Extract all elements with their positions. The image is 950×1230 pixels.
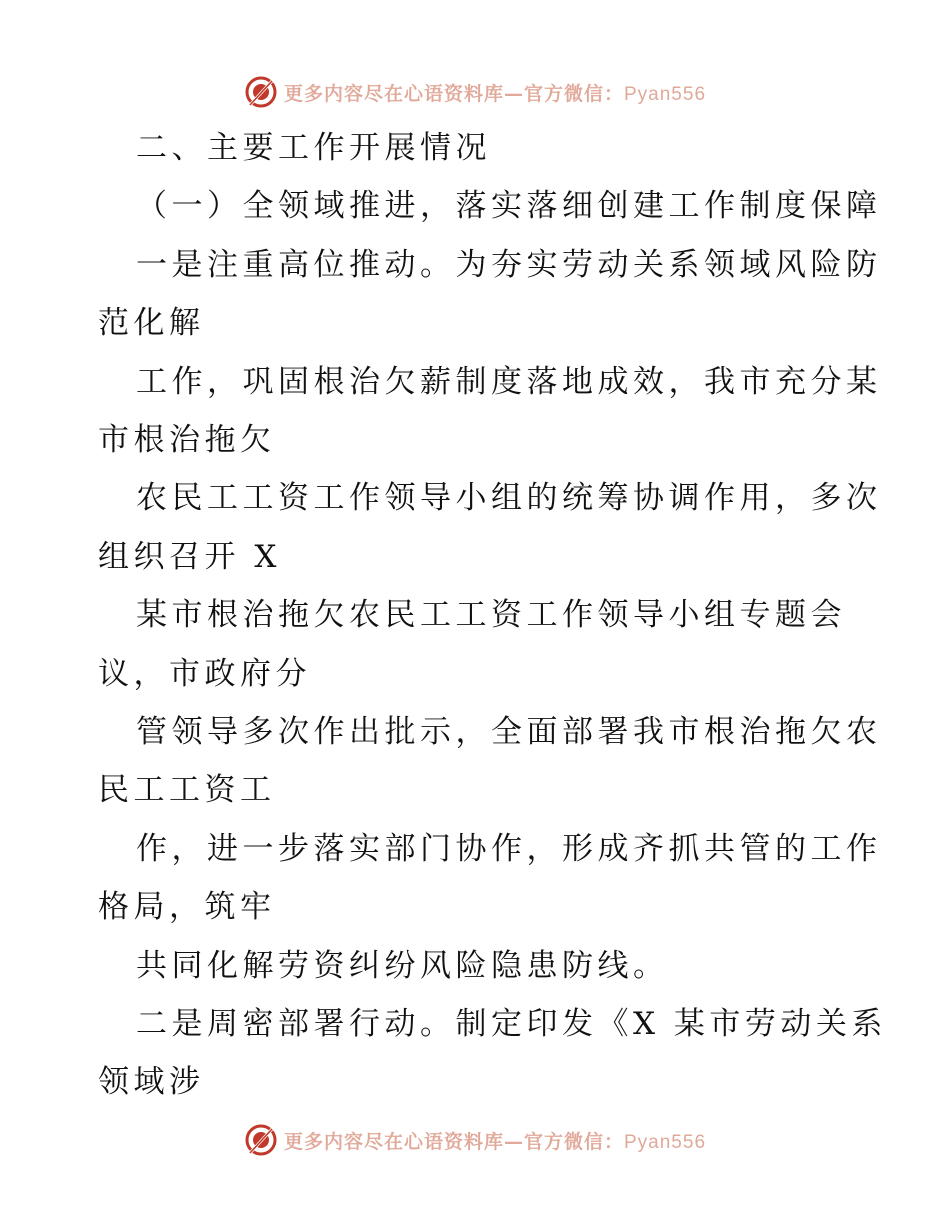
paragraph-line: 某市根治拖欠农民工工资工作领导小组专题会 [136, 597, 846, 633]
paragraph-line: 农民工工资工作领导小组的统筹协调作用，多次 [136, 480, 882, 516]
paragraph-line: 范化解 [98, 305, 205, 341]
paragraph-line: 组织召开 X [98, 539, 281, 575]
paragraph-line: 一是注重高位推动。为夯实劳动关系领域风险防 [136, 247, 882, 283]
subsection-heading: （一）全领域推进，落实落细创建工作制度保障 [136, 188, 882, 224]
watermark-text: 更多内容尽在心语资料库—官方微信：Pyan556 [283, 82, 707, 105]
header-watermark [0, 72, 950, 112]
watermark-logo-icon [244, 75, 278, 109]
paragraph-line: 共同化解劳资纠纷风险隐患防线。 [136, 948, 669, 984]
section-heading: 二、主要工作开展情况 [136, 130, 491, 166]
watermark-text: 更多内容尽在心语资料库—官方微信：Pyan556 [283, 1130, 707, 1153]
paragraph-line: 议，市政府分 [98, 656, 311, 692]
paragraph-line: 格局，筑牢 [98, 889, 276, 925]
paragraph-line: 工作，巩固根治欠薪制度落地成效，我市充分某 [136, 364, 882, 400]
paragraph-line: 领域涉 [98, 1064, 205, 1100]
paragraph-line: 民工工资工 [98, 772, 276, 808]
watermark-logo-icon [244, 1123, 278, 1157]
paragraph-line: 管领导多次作出批示，全面部署我市根治拖欠农 [136, 714, 882, 750]
paragraph-line: 市根治拖欠 [98, 422, 276, 458]
paragraph-line: 二是周密部署行动。制定印发《X 某市劳动关系 [136, 1006, 887, 1042]
footer-watermark [0, 1120, 950, 1160]
paragraph-line: 作，进一步落实部门协作，形成齐抓共管的工作 [136, 831, 882, 867]
